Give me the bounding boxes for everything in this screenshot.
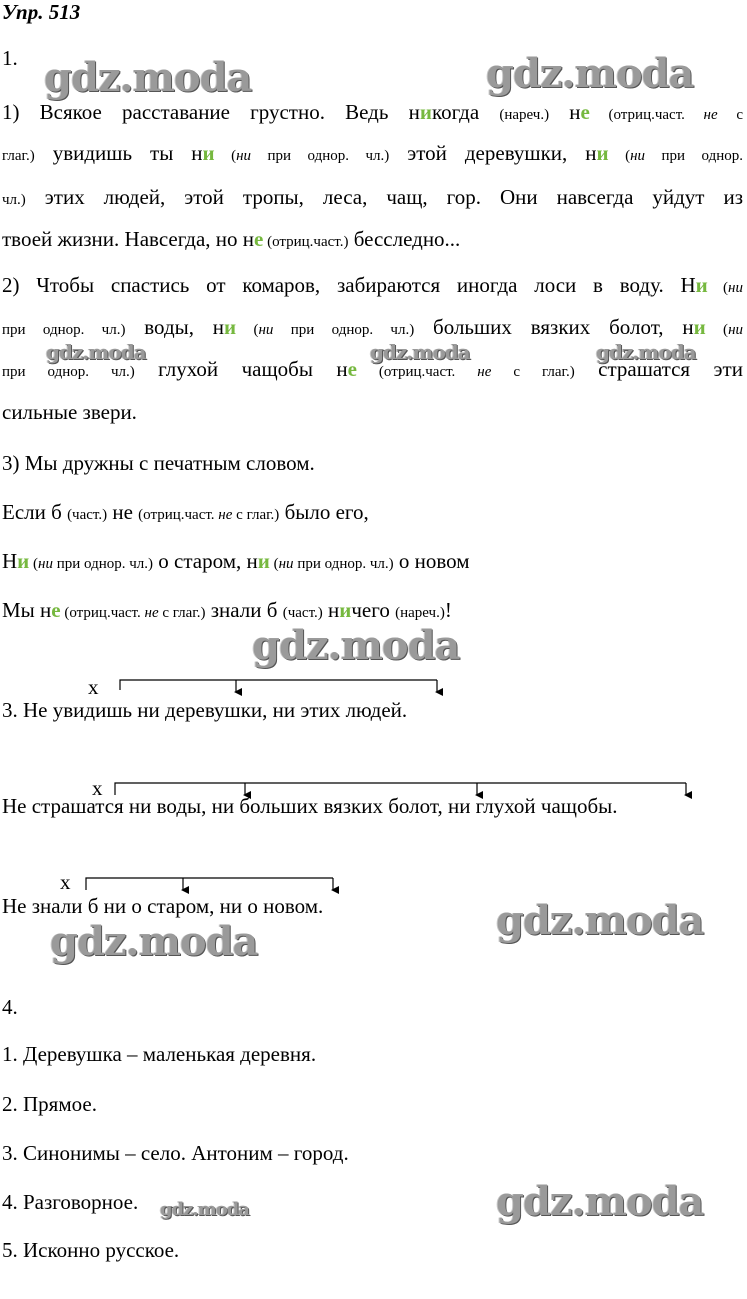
p1-line-3: чл.) этих людей, этой тропы, леса, чащ, гор. Они навсегда уйдут из	[2, 185, 743, 209]
watermark: gdz.moda	[486, 50, 694, 97]
watermark: gdz.moda	[370, 340, 470, 364]
section-1-heading: 1.	[2, 46, 18, 70]
answer-4: 4. Разговорное.	[2, 1190, 139, 1214]
poem-line-3: Мы не (отриц.част. не с глаг.) знали б (част.) ничего (нареч.)!	[2, 598, 452, 622]
p3-heading: 3) Мы дружны с печатным словом.	[2, 451, 315, 475]
watermark: gdz.moda	[44, 54, 252, 101]
section-4-heading: 4.	[2, 995, 18, 1019]
watermark: gdz.moda	[252, 622, 460, 669]
answer-3: 3. Синонимы – село. Антоним – город.	[2, 1141, 349, 1165]
answer-1: 1. Деревушка – маленькая деревня.	[2, 1042, 317, 1066]
scheme-3-arrows	[86, 878, 333, 890]
exercise-title: Упр. 513	[2, 0, 81, 24]
scheme-1-sentence: 3. Не увидишь ни деревушки, ни этих людей.	[2, 698, 408, 722]
p2-line-4: сильные звери.	[2, 400, 137, 424]
p2-line-2: при однор. чл.) воды, ни (ни при однор. чл.) больших вязких болот, ни (ни	[2, 315, 744, 339]
scheme-1-arrows	[120, 680, 437, 692]
watermark: gdz.moda	[596, 340, 696, 364]
scheme-2-sentence: Не страшатся ни воды, ни больших вязких болот, ни глухой чащобы.	[2, 794, 618, 818]
scheme-3-x: х	[60, 870, 71, 894]
watermark: gdz.moda	[50, 918, 258, 965]
answer-5: 5. Исконно русское.	[2, 1238, 180, 1262]
poem-line-1: Если б (част.) не (отриц.част. не с глаг.) было его,	[2, 500, 369, 524]
scheme-1-x: х	[88, 675, 99, 699]
watermark: gdz.moda	[160, 1199, 249, 1220]
p1-line-4: твоей жизни. Навсегда, но не (отриц.част.) бесследно...	[2, 227, 461, 251]
answer-2: 2. Прямое.	[2, 1092, 97, 1116]
p2-line-3: при однор. чл.) глухой чащобы не (отриц.част. не с глаг.) страшатся эти	[2, 357, 743, 381]
p2-line-1: 2) Чтобы спастись от комаров, забираются иногда лоси в воду. Ни (ни	[2, 273, 743, 297]
poem-line-2: Ни (ни при однор. чл.) о старом, ни (ни при однор. чл.) о новом	[2, 549, 470, 573]
p1-line-2: глаг.) увидишь ты ни (ни при однор. чл.) этой деревушки, ни (ни при однор.	[2, 141, 743, 165]
watermark: gdz.moda	[496, 897, 704, 944]
p1-line-1: 1) Всякое расставание грустно. Ведь никогда (нареч.) не (отриц.част. не с	[2, 100, 743, 124]
scheme-3-sentence: Не знали б ни о старом, ни о новом.	[2, 894, 324, 918]
watermark: gdz.moda	[496, 1178, 704, 1225]
scheme-2-x: х	[92, 776, 103, 800]
watermark: gdz.moda	[46, 340, 146, 364]
